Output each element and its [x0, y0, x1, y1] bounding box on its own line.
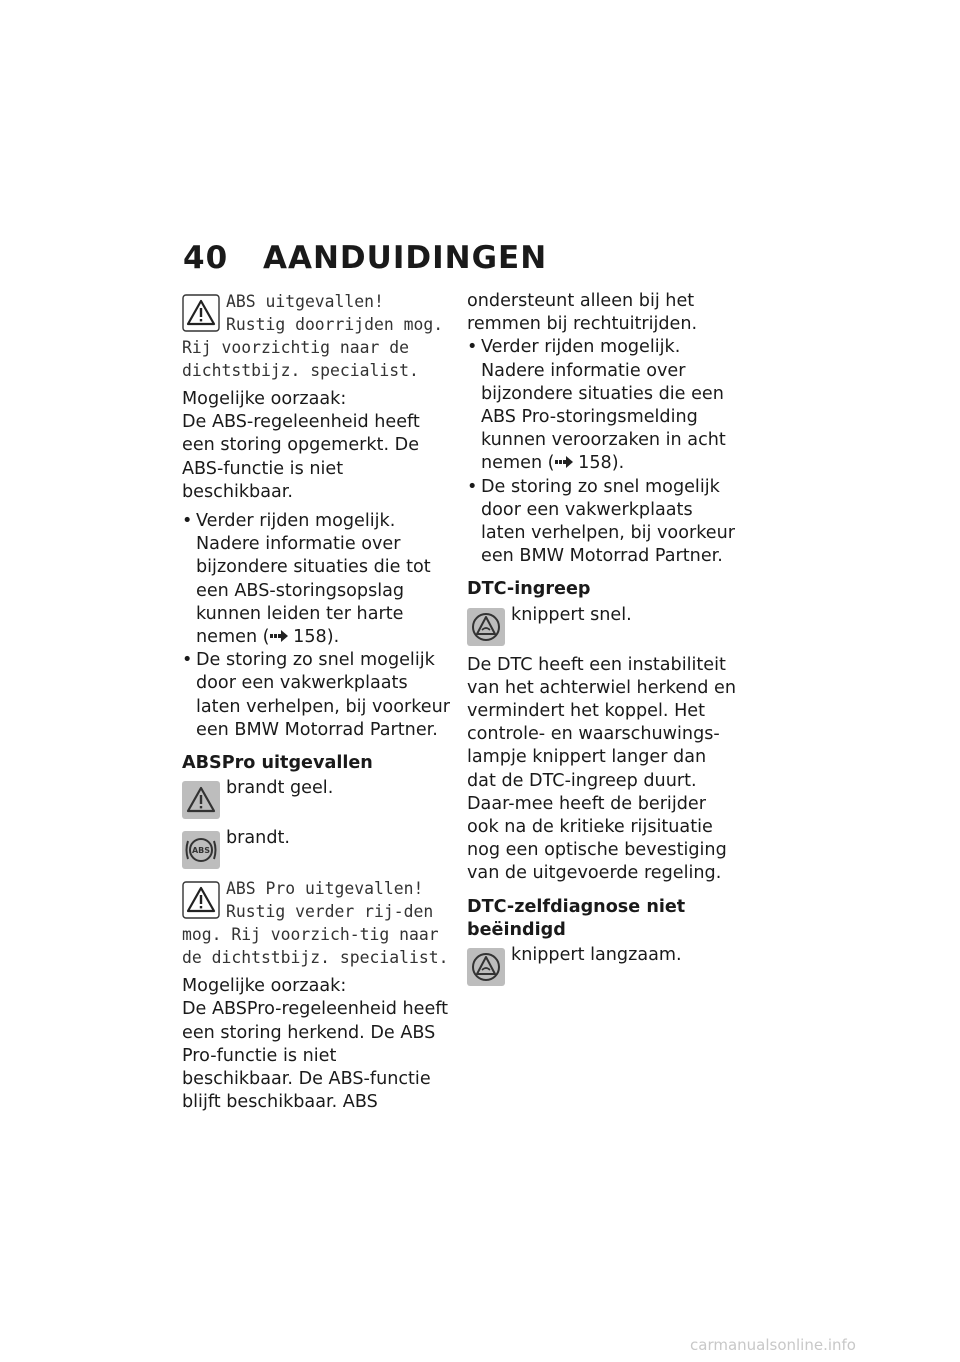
- section-heading-abspro: ABSPro uitgevallen: [182, 753, 373, 774]
- list-item: • De storing zo snel mogelijk door een vakwerkplaats laten verhelpen, bij voorkeur een BMW Motorrad Partner.: [467, 476, 735, 567]
- icon-row-warning: [182, 777, 452, 821]
- page-header: [183, 240, 547, 276]
- cause-text: De ABSPro-regeleenheid heeft een storing herkend. De ABS Pro-functie is niet beschikbaar. De ABS-functie blijft beschikbaar. ABS: [182, 999, 449, 1113]
- message-text: ABS uitgevallen! Rustig doorrijden mog. Rij voorzichtig naar de dichtstbijz. specialist.: [182, 292, 444, 380]
- dtc-icon: [467, 948, 505, 986]
- dtc-icon: [467, 608, 505, 646]
- display-message-abspro: [182, 877, 452, 969]
- cause-label: Mogelijke oorzaak:: [182, 976, 347, 997]
- icon-row-text: brandt geel.: [226, 778, 334, 799]
- icon-row-dtc: [467, 604, 737, 648]
- list-item: • De storing zo snel mogelijk door een vakwerkplaats laten verhelpen, bij voorkeur een BMW Motorrad Partner.: [182, 650, 450, 740]
- icon-row-text: knippert langzaam.: [511, 945, 682, 966]
- left-column: [182, 290, 452, 1120]
- cause-text: De ABS-regeleenheid heeft een storing opgemerkt. De ABS-functie is niet beschikbaar.: [182, 412, 420, 502]
- icon-row-diagnose: [467, 944, 737, 988]
- svg-text:ABS: ABS: [191, 846, 211, 856]
- message-text: ABS Pro uitgevallen! Rustig verder rij-den mog. Rij voorzich-tig naar de dichtstbijz. specialist.: [182, 879, 449, 968]
- list-item: • Verder rijden mogelijk. Nadere informatie over bijzondere situaties die tot een ABS-storingsopslag kunnen leiden ter harte nemen ( 158).: [182, 510, 452, 649]
- section-heading-dtc: DTC-ingreep: [467, 579, 591, 600]
- cause-block-2: [182, 975, 452, 1114]
- arrow-right-icon: [270, 626, 288, 649]
- watermark: carmanualsonline.info: [690, 1336, 856, 1354]
- icon-row-text: brandt.: [226, 828, 290, 849]
- page-title: AANDUIDINGEN: [263, 240, 548, 276]
- icon-row-abs: [182, 827, 452, 871]
- display-message-abs: [182, 290, 452, 382]
- page-number: 40: [183, 240, 229, 276]
- cause-label: Mogelijke oorzaak:: [182, 389, 347, 409]
- right-column: [467, 290, 737, 994]
- arrow-right-icon: [555, 452, 573, 475]
- bullet-list-1: [182, 510, 452, 742]
- dtc-description: De DTC heeft een instabiliteit van het achterwiel herkend en vermindert het koppel. Het controle- en waarschuwings-lampje knippert langer dan dat de DTC-ingreep duurt. Daar-mee heeft de berijder ook na de kritieke rijsituatie nog een optische bevestiging van de uitgevoerde regeling.: [467, 654, 737, 884]
- cause-block-1: [182, 388, 452, 504]
- list-item: • Verder rijden mogelijk. Nadere informatie over bijzondere situaties die een ABS Pro-storingsmelding kunnen veroorzaken in acht nemen ( 158).: [467, 336, 737, 475]
- icon-row-text: knippert snel.: [511, 604, 632, 625]
- bullet-list-2: [467, 336, 737, 568]
- warning-triangle-icon: [182, 294, 220, 332]
- continued-text: ondersteunt alleen bij het remmen bij rechtuitrijden.: [467, 291, 698, 335]
- warning-triangle-icon: [182, 881, 220, 919]
- warning-triangle-icon: [182, 781, 220, 819]
- section-heading-diagnose: DTC-zelfdiagnose niet beëindigd: [467, 896, 686, 940]
- abs-icon: [182, 831, 220, 869]
